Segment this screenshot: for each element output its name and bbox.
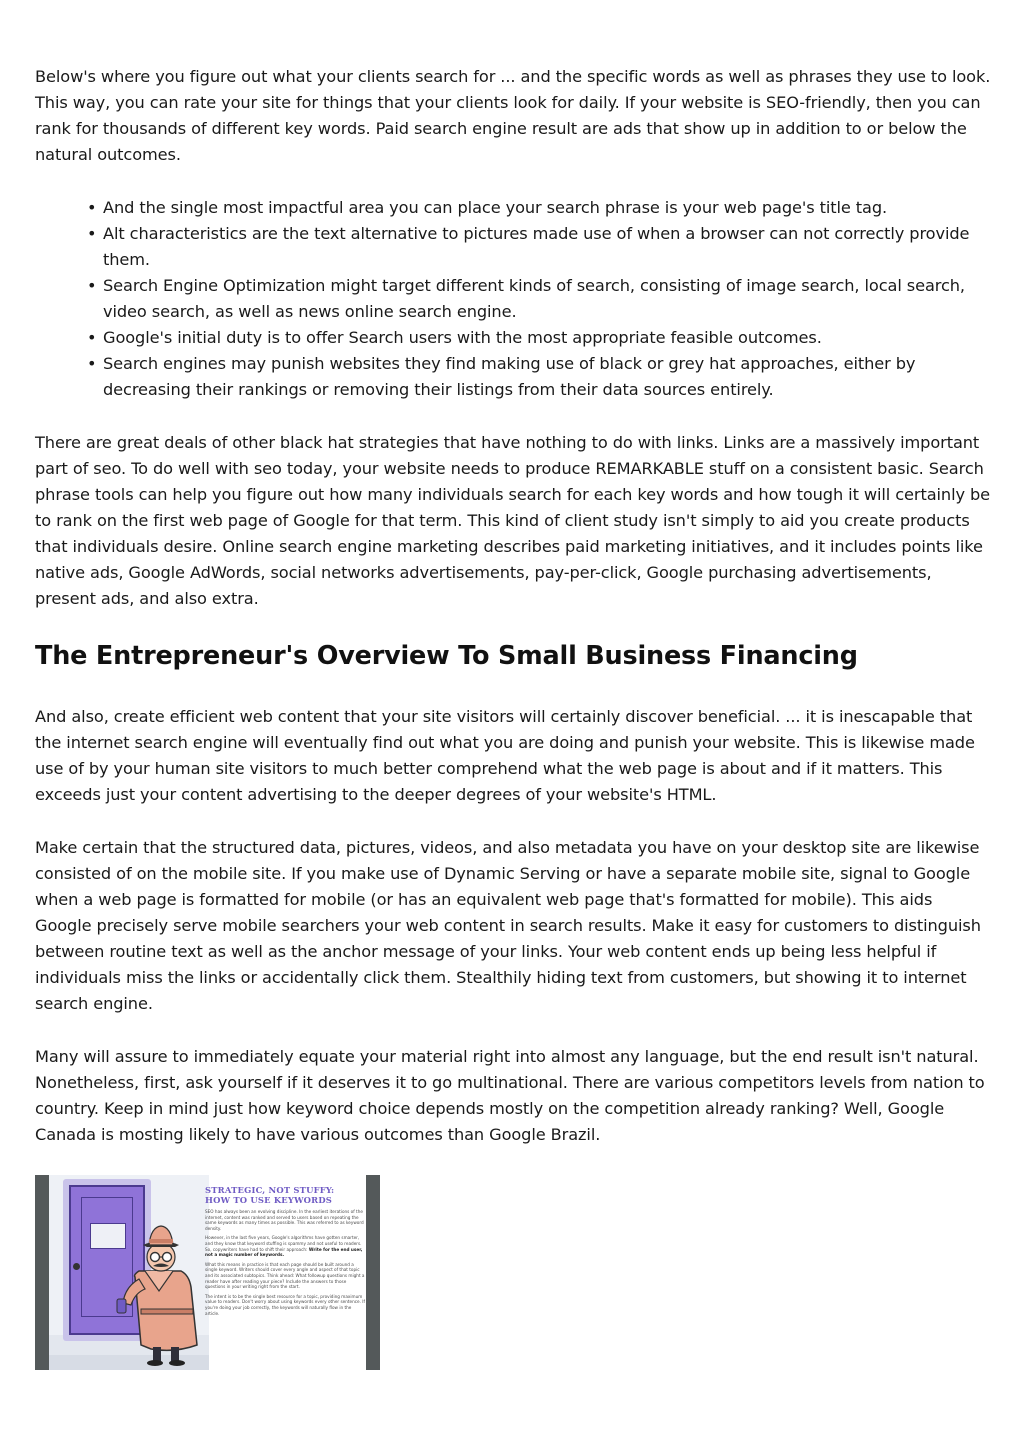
infographic-paragraph-text: However, in the last five years, Google's algorithms have gotten smarter, and they know that keyword stuffing is spammy and not useful to readers. So, copywriters have had to shift their approach:	[205, 1235, 362, 1252]
infographic-title-line: STRATEGIC, NOT STUFFY:	[205, 1185, 335, 1195]
infographic-paragraph	[205, 1235, 365, 1257]
list-item: • Google's initial duty is to offer Search users with the most appropriate feasible outcomes.	[103, 325, 991, 351]
infographic-title	[205, 1185, 365, 1205]
paragraph-multinational: Many will assure to immediately equate your material right into almost any language, but the end result isn't natural. Nonetheless, first, ask yourself if it deserves it to go multinational. There are various competitors levels from nation to country. Keep in mind just how keyword choice depends mostly on the competition already ranking? Well, Google Canada is mosting likely to have various outcomes than Google Brazil.	[35, 1047, 985, 1144]
infographic-paragraph: What this means in practice is that each page should be built around a single keyword. Writers should cover every angle and aspect of that topic and its associated subtopics. Think ahead: What followup questions might a reader have after reading your piece? Include the answers to those questions in your writing right from the start.	[205, 1261, 365, 1290]
list-item: • Search Engine Optimization might target different kinds of search, consisting of image search, local search, video search, as well as news online search engine.	[103, 273, 991, 325]
image-side-bar-right	[366, 1175, 380, 1370]
keyword-infographic-image	[35, 1175, 380, 1370]
infographic-paragraph-bold: Write for the end user, not a magic number of keywords.	[205, 1246, 363, 1258]
infographic-title-line: HOW TO USE KEYWORDS	[205, 1195, 333, 1205]
door-knob	[73, 1263, 80, 1270]
bullet-list	[35, 195, 991, 403]
paragraph-web-content: And also, create efficient web content that your site visitors will certainly discover beneficial. ... it is inescapable that the internet search engine will eventually find out what you are doing and punish your website. This is likewise made use of by your human site visitors to much better comprehend what the web page is about and if it matters. This exceeds just your content advertising to the deeper degrees of your website's HTML.	[35, 707, 975, 804]
detective-figure-icon	[115, 1217, 211, 1367]
list-item: • And the single most impactful area you can place your search phrase is your web page's title tag.	[103, 195, 991, 221]
infographic-paragraph: SEO has always been an evolving discipline. In the earliest iterations of the internet, content was ranked and served to users based on repeating the same keywords as many times as possible. This was referred to as keyword density.	[205, 1209, 364, 1231]
section-heading: The Entrepreneur's Overview To Small Business Financing	[35, 641, 858, 671]
infographic-paragraph: The intent is to be the single best resource for a topic, providing maximum value to readers. Don't worry about using keywords every other sentence. If you're doing your job correctly, the keywords will naturally flow in the article.	[205, 1293, 365, 1316]
paragraph-intro: Below's where you figure out what your clients search for ... and the specific words as well as phrases they use to look. This way, you can rate your site for things that your clients look for daily. If your website is SEO-friendly, then you can rank for thousands of different key words. Paid search engine result are ads that show up in addition to or below the natural outcomes.	[35, 67, 991, 164]
image-side-bar-left	[35, 1175, 49, 1370]
paragraph-mobile-site: Make certain that the structured data, pictures, videos, and also metadata you have on your desktop site are likewise consisted of on the mobile site. If you make use of Dynamic Serving or have a separate mobile site, signal to Google when a web page is formatted for mobile (or has an equivalent web page that's formatted for mobile). This aids Google precisely serve mobile searchers your web content in search results. Make it easy for customers to distinguish between routine text as well as the anchor message of your links. Your web content ends up being less helpful if individuals miss the links or accidentally click them. Stealthily hiding text from customers, but showing it to internet search engine.	[35, 838, 981, 1013]
infographic-text	[205, 1185, 365, 1320]
paragraph-black-hat: There are great deals of other black hat strategies that have nothing to do with links. Links are a massively important part of seo. To do well with seo today, your website needs to produce REMARKABLE stuff on a consistent basic. Search phrase tools can help you figure out how many individuals search for each key words and how tough it will certainly be to rank on the first web page of Google for that term. This kind of client study isn't simply to aid you create products that individuals desire. Online search engine marketing describes paid marketing initiatives, and it includes points like native ads, Google AdWords, social networks advertisements, pay-per-click, Google purchasing advertisements, present ads, and also extra.	[35, 433, 991, 608]
list-item: • Search engines may punish websites they find making use of black or grey hat approaches, either by decreasing their rankings or removing their listings from their data sources entirely.	[103, 351, 991, 403]
list-item: • Alt characteristics are the text alternative to pictures made use of when a browser can not correctly provide them.	[103, 221, 991, 273]
article	[35, 64, 991, 1370]
